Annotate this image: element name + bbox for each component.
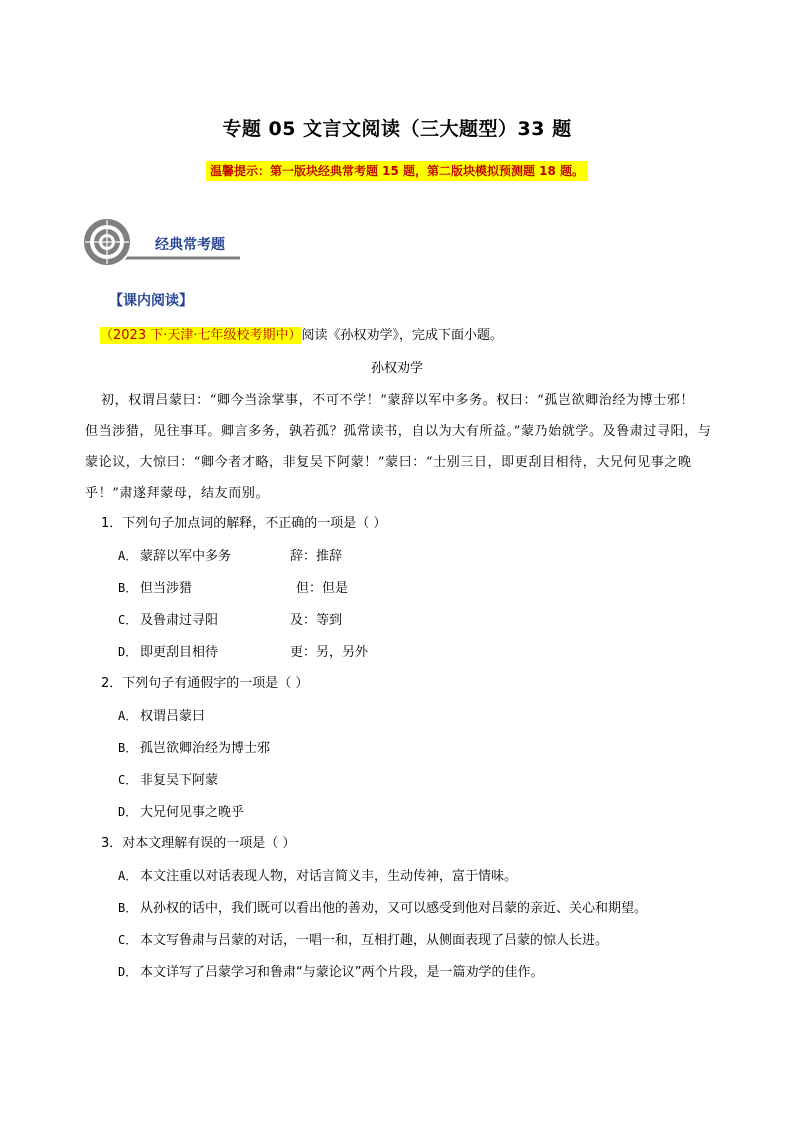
option-note: 更：另，另外: [290, 645, 369, 660]
tip-banner: 温馨提示：第一版块经典常考题 15 题，第二版块模拟预测题 18 题。: [206, 161, 588, 181]
option-text: 但当涉猎: [140, 581, 193, 596]
source-tag: （2023 下·天津·七年级校考期中）: [100, 328, 302, 343]
question-2-stem: 2．下列句子有通假字的一项是（ ）: [101, 676, 309, 691]
question-1-option-a[interactable]: [101, 544, 741, 576]
question-2-option-a[interactable]: [101, 704, 741, 736]
option-text: 权谓吕蒙曰: [140, 709, 206, 724]
passage-line: 乎！”肃遂拜蒙母，结友而别。: [85, 486, 270, 501]
option-text: 及鲁肃过寻阳: [140, 613, 219, 628]
option-note: 辞：推辞: [290, 549, 343, 564]
passage-line: 但当涉猎，见往事耳。卿言多务，孰若孤？孤常读书，自以为大有所益。”蒙乃始就学。及鲁肃过寻阳，与: [85, 424, 712, 439]
reading-instruction: 阅读《孙权劝学》，完成下面小题。: [301, 328, 503, 343]
option-text: 本文注重以对话表现人物，对话言简义丰，生动传神，富于情味。: [140, 869, 518, 884]
option-letter: D．: [118, 805, 138, 819]
question-3-stem: 3．对本文理解有误的一项是（ ）: [101, 836, 296, 851]
question-1-stem: 1．下列句子加点词的解释，不正确的一项是（ ）: [101, 516, 387, 531]
question-2-option-b[interactable]: [101, 736, 741, 768]
option-letter: A．: [118, 869, 138, 883]
option-note: 及：等到: [290, 613, 343, 628]
target-icon: [83, 218, 131, 266]
option-letter: A．: [118, 709, 138, 723]
option-letter: D．: [118, 965, 138, 979]
passage-line: 蒙论议，大惊曰：“卿今者才略，非复吴下阿蒙！”蒙曰：“士别三日，即更刮目相待，大兄何见事之晚: [85, 455, 692, 470]
page-title: 专题 05 文言文阅读（三大题型）33 题: [222, 118, 572, 140]
question-1-option-c[interactable]: [101, 608, 741, 640]
option-letter: C．: [118, 613, 138, 627]
option-text: 本文详写了吕蒙学习和鲁肃“与蒙论议”两个片段，是一篇劝学的佳作。: [140, 965, 544, 980]
option-text: 孤岂欲卿治经为博士邪: [140, 741, 271, 756]
question-3-option-b[interactable]: [101, 896, 741, 928]
option-text: 大兄何见事之晚乎: [140, 805, 245, 820]
option-text: 蒙辞以军中多务: [140, 549, 232, 564]
question-3-option-d[interactable]: [101, 960, 741, 992]
question-3-option-c[interactable]: [101, 928, 741, 960]
category-heading: 【课内阅读】: [109, 293, 193, 309]
option-text: 非复吴下阿蒙: [140, 773, 219, 788]
question-2-option-d[interactable]: [101, 800, 741, 832]
tip-row: [0, 160, 794, 181]
option-note: 但：但是: [296, 581, 349, 596]
question-1-option-d[interactable]: [101, 640, 741, 672]
question-2-option-c[interactable]: [101, 768, 741, 800]
question-1-option-b[interactable]: [101, 576, 741, 608]
passage-body: [85, 385, 725, 509]
option-text: 从孙权的话中，我们既可以看出他的善劝，又可以感受到他对吕蒙的亲近、关心和期望。: [140, 901, 648, 916]
option-letter: C．: [118, 933, 138, 947]
option-letter: C．: [118, 773, 138, 787]
section-label: 经典常考题: [155, 237, 225, 253]
option-letter: B．: [118, 741, 138, 755]
source-line: [100, 324, 503, 343]
option-letter: B．: [118, 901, 138, 915]
passage-title: 孙权劝学: [370, 361, 423, 376]
question-list: [101, 512, 741, 992]
option-letter: B．: [118, 581, 138, 595]
option-letter: A．: [118, 549, 138, 563]
option-text: 本文写鲁肃与吕蒙的对话，一唱一和，互相打趣，从侧面表现了吕蒙的惊人长进。: [140, 933, 609, 948]
option-letter: D．: [118, 645, 138, 659]
passage-line: 初，权谓吕蒙曰：“卿今当涂掌事，不可不学！”蒙辞以军中多务。权曰：“孤岂欲卿治经为博士邪！: [101, 393, 694, 408]
question-3-option-a[interactable]: [101, 864, 741, 896]
option-text: 即更刮目相待: [140, 645, 219, 660]
